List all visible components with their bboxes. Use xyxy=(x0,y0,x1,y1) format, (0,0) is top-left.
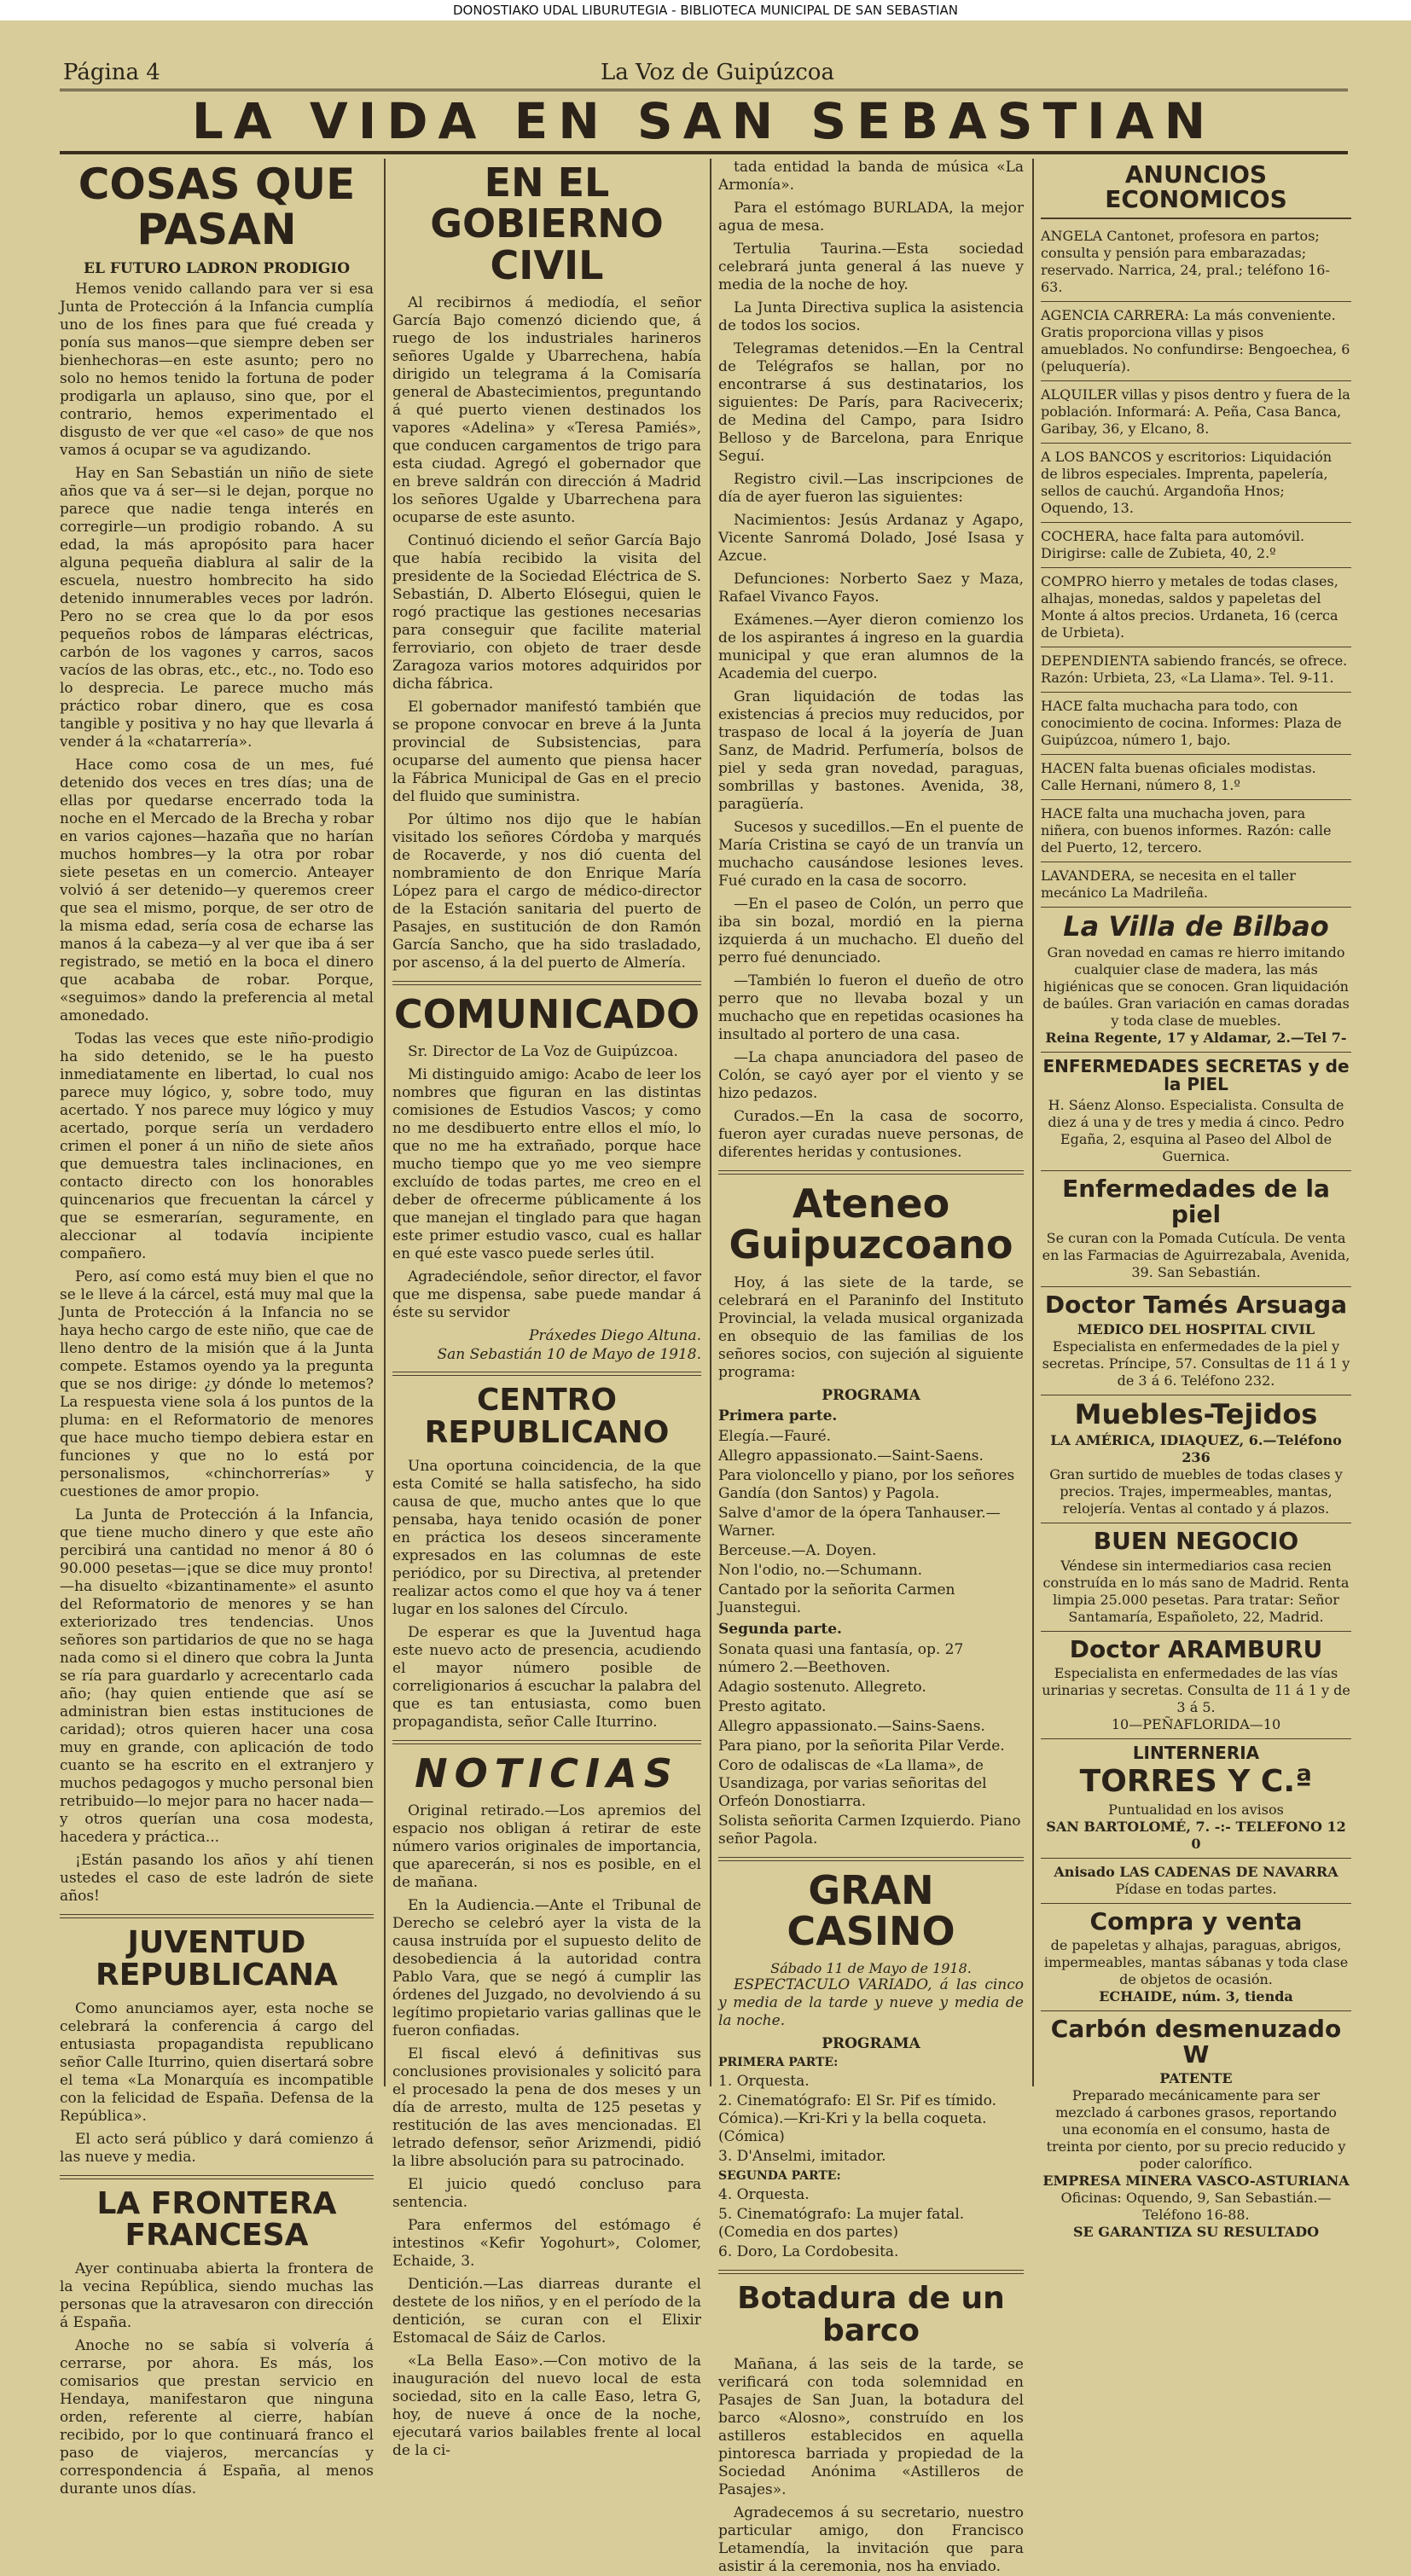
classified-ad: A LOS BANCOS y escritorios: Liquidación de libros especiales. Imprenta, papelería, sellos de cauchú. Argandoña Hnos; Oquendo, 13. xyxy=(1041,449,1351,523)
cosas-title: COSAS QUE PASAN xyxy=(78,160,356,254)
classified-ad: DEPENDIENTA sabiendo francés, se ofrece. Razón: Urbieta, 23, «La Llama». Tel. 9-11. xyxy=(1041,653,1351,693)
program-item: Solista señorita Carmen Izquierdo. Piano señor Pagola. xyxy=(718,1812,1021,1848)
aramburu-title: Doctor ARAMBURU xyxy=(1069,1634,1323,1663)
program-item: 2. Cinematógrafo: El Sr. Pif es tímido. Cómica).—Kri-Kri y la bella coqueta. (Cómica) xyxy=(718,2092,996,2146)
comunicado-title: COMUNICADO xyxy=(393,990,700,1037)
section-divider xyxy=(392,1740,701,1744)
juventud-title: JUVENTUD REPUBLICANA xyxy=(96,1925,338,1993)
piel-title: Enfermedades de la piel xyxy=(1062,1175,1330,1228)
gobierno-paragraph: El gobernador manifestó también que se propone convocar en breve á la Junta provincial de Subsistencias, para ocuparse del aumento que piensa hacer la Fábrica Municipal de Gas en el precio del fluido que suministra. xyxy=(392,698,701,805)
news-item: Para el estómago BURLADA, la mejor agua de mesa. xyxy=(718,200,1024,235)
casino-desc: ESPECTACULO VARIADO, á las cinco y media de la tarde y nueve y media de la noche. xyxy=(718,1976,1024,2030)
section-divider xyxy=(392,1372,701,1376)
compra-address: ECHAIDE, núm. 3, tienda xyxy=(1041,1988,1351,2011)
news-item: —También lo fueron el dueño de otro perro que no llevaba bozal y un muchacho que en repetidas ocasiones ha insultado al portero de una casa. xyxy=(718,972,1024,1043)
cosas-paragraph: Pero, así como está muy bien el que no se le lleve á la cárcel, está muy mal que la Junta de Protección á la Infancia no se haya hecho cargo de este niño, que cae de lleno dentro de la misión que á la Junta compete. Estamos oyendo ya la pregunta que se nos dirige: ¿y dónde lo metemos? La respuesta viene sola á los puntos de la pluma: en el Reformatorio de menores que hace mucho tiempo debiera estar en funciones y que no lo está por personalismos, «chinchorrerías» y cuestiones de amor propio. xyxy=(60,1268,374,1500)
noticias-paragraph: El juicio quedó concluso para sentencia. xyxy=(392,2176,701,2212)
program-item: Para violoncello y piano, por los señores Gandía (don Santos) y Pagola. xyxy=(718,1466,1015,1502)
cosas-paragraph: Hay en San Sebastián un niño de siete años que va á ser—si le dejan, porque no parece que nadie tenga interés en corregirle—un prodigio robando. A su edad, la más apropósito para hacer alguna pequeña diablura al salir de la escuela, nuestro hombrecito ha sido detenido innumerables veces por ladrón. Pero no se crea que lo da por esos pequeños robos de lámparas eléctricas, carbón de los vagones y carros, sacos vacíos de las obras, etc., etc., no. Todo eso lo desprecia. Le parece mucho más práctico robar dinero, que es cosa tangible y positiva y no hay que llevarla á vender á la «chatarrería». xyxy=(60,465,374,751)
running-head xyxy=(63,60,1343,85)
frontera-paragraph: Ayer continuaba abierta la frontera de la vecina República, siendo muchas las personas que la atravesaron con dirección á España. xyxy=(60,2260,374,2332)
botadura-title: Botadura de un barco xyxy=(737,2281,1005,2348)
tames-title: Doctor Tamés Arsuaga xyxy=(1044,1291,1348,1320)
noticias-title: NOTICIAS xyxy=(415,1749,679,1796)
program-item: Para piano, por la señorita Pilar Verde. xyxy=(718,1737,1005,1755)
casino-program-label: PROGRAMA xyxy=(822,2035,920,2053)
negocio-title: BUEN NEGOCIO xyxy=(1093,1527,1299,1556)
news-item: Nacimientos: Jesús Ardanaz y Agapo, Vicente Sanromá Dolado, José Isasa y Azcue. xyxy=(718,512,1024,565)
botadura-paragraph: Mañana, á las seis de la tarde, se verificará con toda solemnidad en Pasajes de San Juan, la botadura del barco «Alosno», construído en los astilleros establecidos en aquella pintoresca barriada y propiedad de la Sociedad Anónima «Astilleros de Pasajes». xyxy=(718,2355,1024,2498)
program-item: 5. Cinematógrafo: La mujer fatal. (Comedia en dos partes) xyxy=(718,2206,965,2242)
ateneo-part2-label: Segunda parte. xyxy=(718,1620,842,1638)
classified-ad: HACEN falta buenas oficiales modistas. Calle Hernani, número 8, 1.º xyxy=(1041,760,1351,800)
cadenas-body: Pídase en todas partes. xyxy=(1041,1881,1351,1904)
casino-title: GRAN CASINO xyxy=(787,1866,955,1954)
program-item: 4. Orquesta. xyxy=(718,2186,810,2204)
negocio-body: Véndese sin intermediarios casa recien construída en lo más sano de Madrid. Renta limpia 25.000 pesetas. Para tratar: Señor Santamaría, Españoleto, 22, Madrid. xyxy=(1041,1558,1351,1632)
tames-subtitle: MEDICO DEL HOSPITAL CIVIL xyxy=(1077,1320,1315,1337)
program-item: Berceuse.—A. Doyen. xyxy=(718,1541,877,1559)
column-1 xyxy=(60,159,374,2498)
section-divider xyxy=(718,1170,1024,1175)
casino-part2-list xyxy=(718,2186,1024,2261)
frontera-paragraph: Anoche no se sabía si volvería á cerrarse, por ahora. Es más, los comisarios que prestan servicio en Hendaya, manifestaron que ninguna orden, referente al cierre, habían recibido, por lo que continuará franco el paso de viajeros, mercancías y correspondencia á España, al menos durante unos días. xyxy=(60,2337,374,2498)
cosas-paragraph: Todas las veces que este niño-prodigio ha sido detenido, se le ha puesto inmediatamente en libertad, lo cual nos parece muy lógico, y, sobre todo, muy acertado. Y nos parece muy lógico y muy acertado, porque sería un verdadero crimen el poner á un niño de siete años que demuestra tales inclinaciones, en contacto directo con los honorables quincenarios que frecuentan la cárcel y que se esmerarían, seguramente, en aleccionar al todavía incipiente compañero. xyxy=(60,1030,374,1262)
news-item: La Junta Directiva suplica la asistencia de todos los socios. xyxy=(718,299,1024,334)
ateneo-part2-list xyxy=(718,1641,1024,1848)
casino-part2-label: SEGUNDA PARTE: xyxy=(718,2169,841,2184)
piel-body: Se curan con la Pomada Cutícula. De venta en las Farmacias de Aguirrezabala, Avenida, 39. San Sebastián. xyxy=(1041,1230,1351,1287)
comunicado-paragraph: Sr. Director de La Voz de Guipúzcoa. xyxy=(408,1043,678,1061)
centro-paragraph: De esperar es que la Juventud haga este nuevo acto de presencia, acudiendo el mayor número posible de correligionarios á escuchar la palabra del que es tan entusiasta, como buen propagandista, señor Calle Iturrino. xyxy=(392,1623,701,1731)
compra-title: Compra y venta xyxy=(1089,1906,1303,1935)
news-item: Registro civil.—Las inscripciones de día de ayer fueron las siguientes: xyxy=(718,471,1024,506)
news-item: Gran liquidación de todas las existencias á precios muy reducidos, por traspaso de local á la joyería de Juan Sanz, de Madrid. Perfumería, bolsos de piel y seda gran novedad, paraguas, sombrillas y bastones. Avenida, 38, paragüería. xyxy=(718,688,1024,813)
juventud-paragraph: Como anunciamos ayer, esta noche se celebrará la conferencia á cargo del entusiasta propagandista republicano señor Calle Iturrino, quien disertará sobre el tema «La Monarquía es incompatible con la felicidad de España. Defensa de la República». xyxy=(60,1999,374,2125)
ateneo-intro: Hoy, á las siete de la tarde, se celebrará en el Paraninfo del Instituto Provincial, la velada musical organizada en obsequio de las familias de los señores socios, con sujeción al siguiente programa: xyxy=(718,1273,1024,1381)
program-item: Allegro appassionato.—Sains-Saens. xyxy=(718,1717,985,1735)
carbon-body: Preparado mecánicamente para ser mezclado á carbones grasos, reportando una economía en el consumo, hasta de treinta por ciento, por su precio reducido y poder calorífico. xyxy=(1046,2086,1346,2172)
ateneo-part1-list xyxy=(718,1428,1024,1617)
masthead: LA VIDA EN SAN SEBASTIAN xyxy=(60,89,1348,154)
news-item: Curados.—En la casa de socorro, fueron ayer curadas nueve personas, de diferentes heridas y contusiones. xyxy=(718,1108,1024,1161)
noticias-paragraph: «La Bella Easo».—Con motivo de la inauguración del nuevo local de esta sociedad, sito en la calle Easo, letra G, hoy, de nueve á once de la noche, ejecutará varios bailables frente al local de la ci- xyxy=(392,2353,701,2460)
comunicado-paragraph: Agradeciéndole, señor director, el favor que me dispensa, sabe puede mandar á éste su servidor xyxy=(392,1268,701,1322)
news-item: —La chapa anunciadora del paseo de Colón, se cayó ayer por el viento y se hizo pedazos. xyxy=(718,1049,1024,1102)
comunicado-paragraph: Mi distinguido amigo: Acabo de leer los nombres que figuran en las distintas comisiones de Estudios Vascos; y como no me desdibuerto entre ellos el mío, lo que no me ha extrañado, porque hace mucho tiempo que yo me veo siempre excluído de todas partes, me creo en el deber de ofrecerme públicamente á los que manejan el tinglado para que hagan este primer estudio vasco, cual es hallar en qué este vasco puede serles útil. xyxy=(392,1066,701,1263)
program-item: 6. Doro, La Cordobesita. xyxy=(718,2243,899,2261)
program-item: Non l'odio, no.—Schumann. xyxy=(718,1561,923,1579)
torres-address: SAN BARTOLOMÉ, 7. -:- TELEFONO 12 0 xyxy=(1041,1819,1351,1859)
casino-date: Sábado 11 de Mayo de 1918. xyxy=(770,1960,972,1977)
carbon-subtitle: PATENTE xyxy=(1159,2069,1233,2086)
muebles-subtitle: LA AMÉRICA, IDIAQUEZ, 6.—Teléfono 236 xyxy=(1050,1432,1342,1466)
program-item: Allegro appassionato.—Saint-Saens. xyxy=(718,1447,984,1465)
noticias-paragraph: Original retirado.—Los apremios del espacio nos obligan á retirar de este número varios originales de importancia, que aparecerán, si nos es posible, en el de mañana. xyxy=(392,1802,701,1892)
program-item: Coro de odaliscas de «La llama», de Usandizaga, por varias señoritas del Orfeón Donostiarra. xyxy=(718,1756,987,1810)
ateneo-part1-label: Primera parte. xyxy=(718,1407,838,1424)
muebles-body: Gran surtido de muebles de todas clases y precios. Trajes, impermeables, mantas, relojería. Ventas al contado y á plazos. xyxy=(1041,1466,1351,1523)
classified-ad: ANGELA Cantonet, profesora en partos; consulta y pensión para embarazadas; reservado. Narrica, 24, pral.; teléfono 16-63. xyxy=(1041,228,1351,302)
news-item: Telegramas detenidos.—En la Central de Telégrafos se hallan, por no encontrarse á sus destinatarios, los siguientes: De París, para Racivecerix; de Medina del Campo, para Isidro Belloso y de Barcelona, para Enrique Seguí. xyxy=(718,340,1024,465)
section-divider xyxy=(718,2270,1024,2274)
news-item: Tertulia Taurina.—Esta sociedad celebrará junta general á las nueve y media de la noche de hoy. xyxy=(718,241,1024,293)
centro-paragraph: Una oportuna coincidencia, de la que esta Comité se halla satisfecho, ha sido causa de que, mucho antes que lo que pensaba, haya tenido ocasión de poner en práctica los deseos sinceramente expresados en las columnas de este periódico, por su Directiva, al pretender realizar actos como el que hoy va á tener lugar en los salones del Círculo. xyxy=(392,1457,701,1618)
cosas-paragraph: Hace como cosa de un mes, fué detenido dos veces en tres días; una de ellas por quedarse encerrado toda la noche en el Mercado de la Brecha y robar en varios cajones—hazaña que no harían muchos hombres—y la otra por robar siete pesetas en un comercio. Anteayer volvió á ser detenido—y queremos creer que sea el mismo, porque, de ser otro de la misma edad, sería cosa de echarse las manos á la cabeza—y al ver que iba á ser registrado, se metió en la boca el dinero que acababa de robar. Porque, «seguimos» dando la preferencia al metal amonedado. xyxy=(60,757,374,1024)
classified-ad: COMPRO hierro y metales de todas clases, alhajas, monedas, saldos y papeletas del Monte á altos precios. Urdaneta, 16 (cerca de Urbieta). xyxy=(1041,573,1351,647)
news-item: Defunciones: Norberto Saez y Maza, Rafael Vivanco Fayos. xyxy=(718,571,1024,606)
noticias-paragraph: Para enfermos del estómago é intestinos «Kefir Yogohurt», Colomer, Echaide, 3. xyxy=(392,2217,701,2271)
torres-label: LINTERNERIA xyxy=(1132,1742,1260,1763)
comunicado-dateline: San Sebastián 10 de Mayo de 1918. xyxy=(437,1346,701,1364)
gobierno-paragraph: Por último nos dijo que le habían visitado los señores Córdoba y marqués de Rocaverde, y nos dió cuenta del nombramiento de don Enrique María López para el cargo de médico-director de la Estación sanitaria del puerto de Pasajes, en sustitución de don Ramón García Sancho, que ha sido trasladado, por ascenso, á la del puerto de Almería. xyxy=(392,810,701,972)
column-rule xyxy=(710,159,711,2086)
carbon-address: Oficinas: Oquendo, 9, San Sebastián.—Teléfono 16-88. xyxy=(1060,2189,1332,2223)
carbon-footer: SE GARANTIZA SU RESULTADO xyxy=(1072,2223,1320,2240)
secretas-body: H. Sáenz Alonso. Especialista. Consulta de diez á una y de tres y media á cinco. Pedro Egaña, 2, esquina al Paseo del Albol de Guernica. xyxy=(1041,1097,1351,1171)
classified-ad: LAVANDERA, se necesita en el taller mecánico La Madrileña. xyxy=(1041,867,1351,908)
gobierno-paragraph: Continuó diciendo el señor García Bajo que había recibido la visita del presidente de la Sociedad Eléctrica de S. Sebastián, D. Alberto Elósegui, quien le rogó practique las gestiones necesarias para conseguir que facilite material ferroviario, con objeto de traer desde Zaragoza varios motores adquiridos por dicha fábrica. xyxy=(392,531,701,693)
classified-ad: HACE falta muchacha para todo, con conocimiento de cocina. Informes: Plaza de Guipúzcoa, número 1, bajo. xyxy=(1041,698,1351,755)
centro-title: CENTRO REPUBLICANO xyxy=(424,1383,670,1450)
torres-title: TORRES Y C.ª xyxy=(1079,1763,1313,1799)
news-item: —En el paseo de Colón, un perro que iba sin bozal, mordió en la pierna izquierda á un muchacho. El dueño del perro fué denunciado. xyxy=(718,896,1024,966)
classified-ad: COCHERA, hace falta para automóvil. Dirigirse: calle de Zubieta, 40, 2.º xyxy=(1041,528,1351,568)
aramburu-address: 10—PEÑAFLORIDA—10 xyxy=(1041,1716,1351,1739)
gobierno-paragraph: Al recibirnos á mediodía, el señor García Bajo comenzó diciendo que, á ruego de los industriales harineros señores Ugalde y Ubarrechena, había dirigido un telegrama á la Comisaría general de Abastecimientos, preguntando á qué puerto vienen destinados los vapores «Adelina» y «Teresa Pamiés», que conducen cargamentos de trigo para esta ciudad. Agregó el gobernador que en breve saldrán con dirección á Madrid los señores Ugalde y Ubarrechena para ocuparse de este asunto. xyxy=(392,293,701,526)
column-3 xyxy=(718,159,1024,2575)
column-rule xyxy=(1032,159,1034,2086)
paper-name: La Voz de Guipúzcoa xyxy=(601,60,834,85)
cosas-paragraph: ¡Están pasando los años y ahí tienen ustedes el caso de este ladrón de siete años! xyxy=(60,1852,374,1905)
program-item: Elegía.—Fauré. xyxy=(718,1427,832,1445)
section-divider xyxy=(60,1914,374,1918)
news-item: Exámenes.—Ayer dieron comienzo los de los aspirantes á ingreso en la guardia municipal y que eran alumnos de la Academia del cuerpo. xyxy=(718,612,1024,682)
cosas-paragraph: La Junta de Protección á la Infancia, que tiene mucho dinero y que este año percibirá una cantidad no menor á 80 ó 90.000 pesetas—¡que se dice muy pronto!—ha disuelto «bizantinamente» el asunto del Reformatorio de menores y se han exteriorizado tres tendencias. Unos señores son partidarios de que no se haga nada como si el dinero que cobra la Junta se ría para guardarlo y acrecentarlo cada año; (hay quien entiende que así se administran bien estas instituciones de caridad); otros quieren hacer una cosa muy en grande, con aplicación de todo cuanto se ha escrito en el extranjero y muchos pedagogos y mucho personal bien retribuido—lo mejor para no hacer nada—y otros querían una cosa modesta, hacedera y práctica... xyxy=(60,1506,374,1846)
gobierno-title: EN EL GOBIERNO CIVIL xyxy=(430,160,664,288)
column-2 xyxy=(392,159,701,2460)
classified-ad: ALQUILER villas y pisos dentro y fuera de la población. Informará: A. Peña, Casa Banca, Garibay, 36, y Elcano, 8. xyxy=(1041,386,1351,444)
classified-ad: AGENCIA CARRERA: La más conveniente. Gratis proporciona villas y pisos amueblados. No confundirse: Bengoechea, 6 (peluquería). xyxy=(1041,307,1351,381)
section-divider xyxy=(392,981,701,985)
aramburu-body: Especialista en enfermedades de las vías urinarias y secretas. Consulta de 11 á 1 y de 3 á 5. xyxy=(1042,1664,1350,1715)
comunicado-signature: Práxedes Diego Altuna. xyxy=(528,1327,701,1345)
noticias-paragraph: Dentición.—Las diarreas durante el destete de los niños, y en el período de la dentición, se curan con el Elixir Estomacal de Sáiz de Carlos. xyxy=(392,2276,701,2347)
juventud-paragraph: El acto será público y dará comienzo á las nueve y media. xyxy=(60,2130,374,2166)
secretas-title: ENFERMEDADES SECRETAS y de la PIEL xyxy=(1042,1056,1350,1095)
section-divider xyxy=(60,2175,374,2179)
program-item: Sonata quasi una fantasía, op. 27 número 2.—Beethoven. xyxy=(718,1640,964,1676)
news-item: tada entidad la banda de música «La Armonía». xyxy=(718,159,1024,194)
page-number: Página 4 xyxy=(63,60,160,85)
archive-header: DONOSTIAKO UDAL LIBURUTEGIA - BIBLIOTECA MUNICIPAL DE SAN SEBASTIAN xyxy=(0,0,1411,20)
ateneo-program-label: PROGRAMA xyxy=(822,1386,920,1404)
bilbao-body: Gran novedad en camas re hierro imitando cualquier clase de madera, las más higiénicas que se conocen. Gran liquidación de baúles. Gran variación en camas doradas y toda clase de muebles. xyxy=(1042,944,1350,1030)
noticias-paragraph: El fiscal elevó á definitivas sus conclusiones provisionales y solicitó para el procesado la pena de dos meses y un día de arresto, multa de 125 pesetas y restitución de las aves mencionadas. El letrado defensor, señor Arizmendi, pidió la libre absolución para su patrocinado. xyxy=(392,2045,701,2171)
muebles-title: Muebles-Tejidos xyxy=(1074,1397,1318,1430)
tames-body: Especialista en enfermedades de la piel y secretas. Príncipe, 57. Consultas de 11 á 1 y de 3 á 6. Teléfono 232. xyxy=(1041,1338,1351,1395)
program-item: Adagio sostenuto. Allegreto. xyxy=(718,1678,926,1696)
classified-ad: HACE falta una muchacha joven, para niñera, con buenos informes. Razón: calle del Puerto, 12, tercero. xyxy=(1041,805,1351,862)
column-rule xyxy=(384,159,386,2086)
frontera-title: LA FRONTERA FRANCESA xyxy=(96,2185,337,2254)
anuncios-title: ANUNCIOS ECONOMICOS xyxy=(1041,162,1351,219)
program-item: Presto agitato. xyxy=(718,1697,827,1715)
compra-body: de papeletas y alhajas, paraguas, abrigos, impermeables, mantas sábanas y toda clase de objetos de ocasión. xyxy=(1043,1937,1349,1988)
news-item: Sucesos y sucedillos.—En el puente de María Cristina se cayó de un tranvía un muchacho causándose lesiones leves. Fué curado en la casa de socorro. xyxy=(718,819,1024,890)
torres-slogan: Puntualidad en los avisos xyxy=(1108,1801,1284,1818)
carbon-company: EMPRESA MINERA VASCO-ASTURIANA xyxy=(1042,2172,1350,2189)
program-item: Cantado por la señorita Carmen Juanstegui. xyxy=(718,1581,955,1616)
casino-part1-list xyxy=(718,2073,1024,2166)
carbon-title: Carbón desmenuzado W xyxy=(1050,2015,1342,2068)
cadenas-title: Anisado LAS CADENAS DE NAVARRA xyxy=(1054,1863,1338,1880)
botadura-paragraph: Agradecemos á su secretario, nuestro particular amigo, don Francisco Letamendía, la invitación que para asistir á la ceremonia, nos ha enviado. xyxy=(718,2503,1024,2575)
program-item: 1. Orquesta. xyxy=(718,2073,810,2091)
cosas-paragraph: Hemos venido callando para ver si esa Junta de Protección á la Infancia cumplía uno de los fines para que fué creada y ponía sus manos—que siempre deben ser bienhechoras—en este asunto; pero no solo no hemos tenido la fortuna de poder prodigarla un aplauso, sino que, por el contrario, hemos experimentado el disgusto de ver que «el caso» de que nos vamos á ocupar se va agudizando. xyxy=(60,281,374,459)
program-item: Salve d'amor de la ópera Tanhauser.—Warner. xyxy=(718,1504,1001,1540)
casino-part1-label: PRIMERA PARTE: xyxy=(718,2056,839,2070)
bilbao-address: Reina Regente, 17 y Aldamar, 2.—Tel 7- xyxy=(1041,1030,1351,1053)
cosas-subtitle: EL FUTURO LADRON PRODIGIO xyxy=(83,260,351,277)
program-item: 3. D'Anselmi, imitador. xyxy=(718,2148,886,2166)
ateneo-title: Ateneo Guipuzcoano xyxy=(729,1181,1013,1268)
noticias-paragraph: En la Audiencia.—Ante el Tribunal de Derecho se celebró ayer la vista de la causa instruída por el supuesto delito de desobediencia á la autoridad contra Pablo Vara, que se negó á cumplir las órdenes del Juzgado, no devolviendo á su legítimo propietario varias gallinas que le fueron confiadas. xyxy=(392,1897,701,2040)
bilbao-title: La Villa de Bilbao xyxy=(1063,909,1329,943)
column-4-ads xyxy=(1041,159,1351,2240)
section-divider xyxy=(718,1857,1024,1861)
